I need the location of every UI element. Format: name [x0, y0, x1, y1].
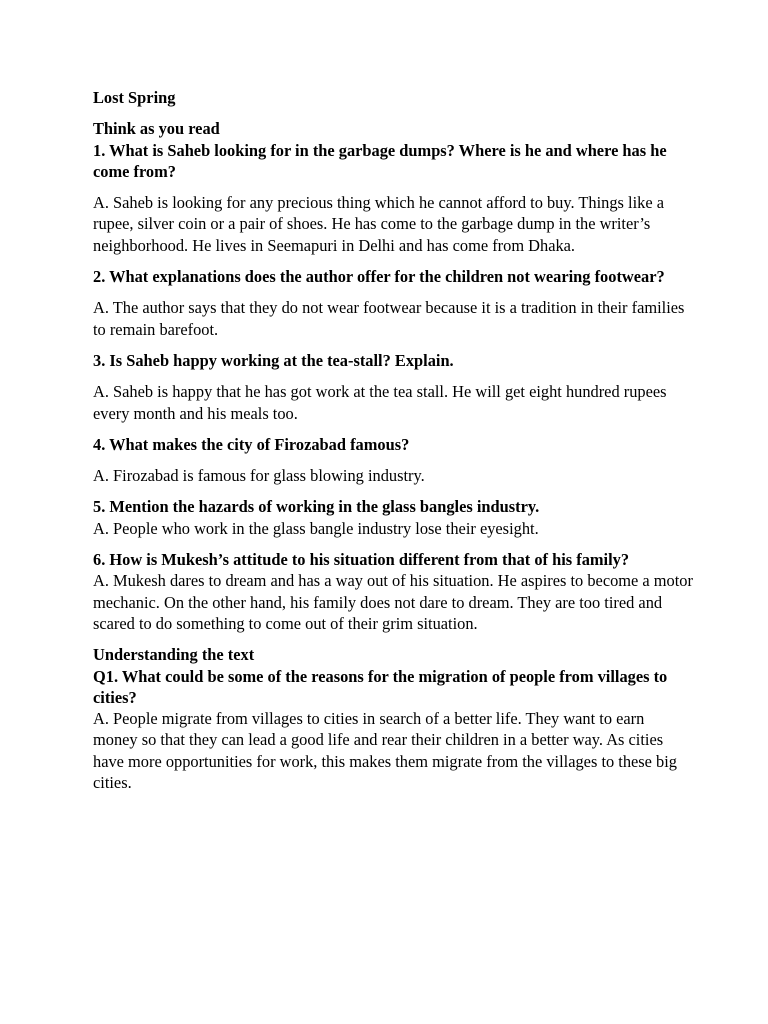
question-3: 3. Is Saheb happy working at the tea-stall? Explain. [93, 350, 454, 370]
question-5: 5. Mention the hazards of working in the glass bangles industry. [93, 497, 540, 517]
question-6: 6. How is Mukesh’s attitude to his situation different from that of his family? [93, 550, 630, 570]
answer-6: A. Mukesh dares to dream and has a way out of his situation. He aspires to become a motor mechanic. On the other hand, his family does not dare to dream. They are too tired and scared to do something to come out of their grim situation. [93, 571, 693, 633]
question-2: 2. What explanations does the author offer for the children not wearing footwear? [93, 267, 665, 287]
section-heading-think-as-you-read: Think as you read [93, 119, 220, 139]
answer-5: A. People who work in the glass bangle industry lose their eyesight. [93, 518, 539, 538]
answer-4: A. Firozabad is famous for glass blowing industry. [93, 466, 425, 486]
answer-3: A. Saheb is happy that he has got work at the tea stall. He will get eight hundred rupees every month and his meals too. [93, 382, 667, 423]
document-page [93, 87, 693, 793]
document-title: Lost Spring [93, 88, 176, 107]
question-1: 1. What is Saheb looking for in the garbage dumps? Where is he and where has he come from? [93, 140, 667, 181]
answer-2: A. The author says that they do not wear footwear because it is a tradition in their families to remain barefoot. [93, 298, 685, 339]
understanding-answer-1: A. People migrate from villages to cities in search of a better life. They want to earn money so that they can lead a good life and rear their children in a better way. As cities have more opportunities for work, this makes them migrate from the villages to these big cities. [93, 709, 678, 793]
understanding-question-1: Q1. What could be some of the reasons for the migration of people from villages to cities? [93, 666, 668, 707]
question-4: 4. What makes the city of Firozabad famous? [93, 434, 410, 454]
answer-1: A. Saheb is looking for any precious thing which he cannot afford to buy. Things like a rupee, silver coin or a pair of shoes. He has come to the garbage dump in the writer’s neighborhood. He lives in Seemapuri in Delhi and has come from Dhaka. [93, 193, 664, 255]
section-heading-understanding-the-text: Understanding the text [93, 645, 255, 665]
